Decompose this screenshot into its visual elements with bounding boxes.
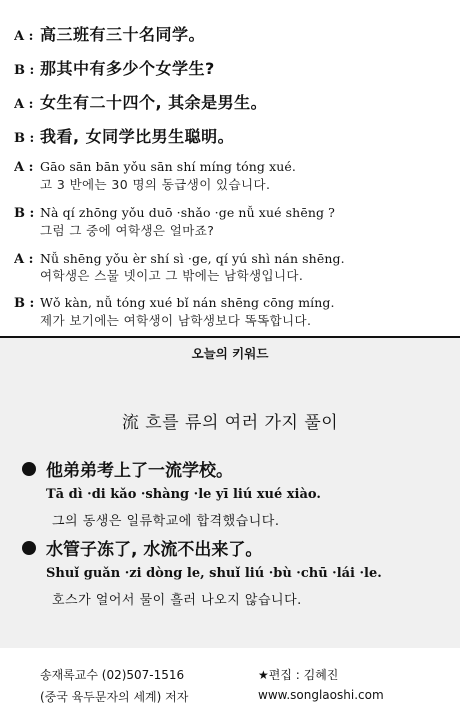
speaker-label: A : (14, 97, 34, 112)
example-pinyin: Tā dì ·di kǎo ·shàng ·le yī liú xué xiào. (46, 487, 321, 502)
example-korean: 호스가 얼어서 물이 흘러 나오지 않습니다. (52, 593, 302, 608)
dialogue-line (14, 124, 452, 147)
dialogue-line (14, 90, 452, 113)
korean-translation: 제가 보기에는 여학생이 남학생보다 똑똑합니다. (40, 313, 312, 328)
speaker-label: B : (14, 296, 35, 311)
dialogue-section (0, 0, 460, 336)
chinese-sentence: 高三班有三十名同学。 (40, 25, 206, 44)
editor-credit: ★편집 : 김혜진 (258, 668, 339, 682)
example-chinese: 他弟弟考上了一流学校。 (46, 461, 233, 481)
author-contact: 송재록교수 (02)507-1516 (40, 668, 185, 682)
website-link[interactable]: www.songlaoshi.com (258, 688, 384, 702)
example-pinyin: Shuǐ guǎn ·zi dòng le, shuǐ liú ·bù ·chū ·lái ·le. (46, 566, 382, 581)
example-korean: 그의 동생은 일류학교에 합격했습니다. (52, 514, 280, 529)
footer (0, 648, 460, 714)
dialogue-line (14, 56, 452, 79)
keyword-header: 오늘의 키워드 (191, 346, 269, 361)
speaker-label: A : (14, 160, 34, 175)
speaker-label: B : (14, 131, 35, 146)
translation-pinyin-line (14, 292, 452, 311)
bullet-icon (22, 462, 36, 476)
translation-pinyin-line (14, 156, 452, 175)
author-book: (중국 육두문자의 세계) 저자 (40, 690, 189, 704)
chinese-sentence: 我看, 女同学比男生聪明。 (40, 127, 235, 146)
korean-translation: 그럼 그 중에 여학생은 얼마죠? (40, 223, 215, 238)
dialogue-line (14, 22, 452, 45)
translation-pinyin-line (14, 202, 452, 221)
chinese-sentence: 那其中有多少个女学生? (40, 59, 215, 78)
keyword-section (0, 338, 460, 648)
speaker-label: B : (14, 206, 35, 221)
keyword-title: 流 흐를 류의 여러 가지 풀이 (121, 413, 339, 433)
pinyin-text: Wǒ kàn, nǚ tóng xué bǐ nán shēng cōng míng. (40, 295, 335, 310)
bullet-icon (22, 541, 36, 555)
pinyin-text: Nǚ shēng yǒu èr shí sì ·ge, qí yú shì nán shēng. (40, 251, 345, 266)
speaker-label: A : (14, 29, 34, 44)
pinyin-text: Gāo sān bān yǒu sān shí míng tóng xué. (40, 159, 296, 174)
pinyin-text: Nà qí zhōng yǒu duō ·shǎo ·ge nǚ xué shēng ? (40, 205, 335, 220)
chinese-sentence: 女生有二十四个, 其余是男生。 (40, 93, 268, 112)
speaker-label: A : (14, 252, 34, 267)
korean-translation: 여학생은 스물 넷이고 그 밖에는 남학생입니다. (40, 268, 304, 283)
korean-translation: 고 3 반에는 30 명의 동급생이 있습니다. (40, 177, 271, 192)
speaker-label: B : (14, 63, 35, 78)
translation-pinyin-line (14, 248, 452, 267)
example-chinese: 水管子冻了, 水流不出来了。 (46, 540, 263, 560)
